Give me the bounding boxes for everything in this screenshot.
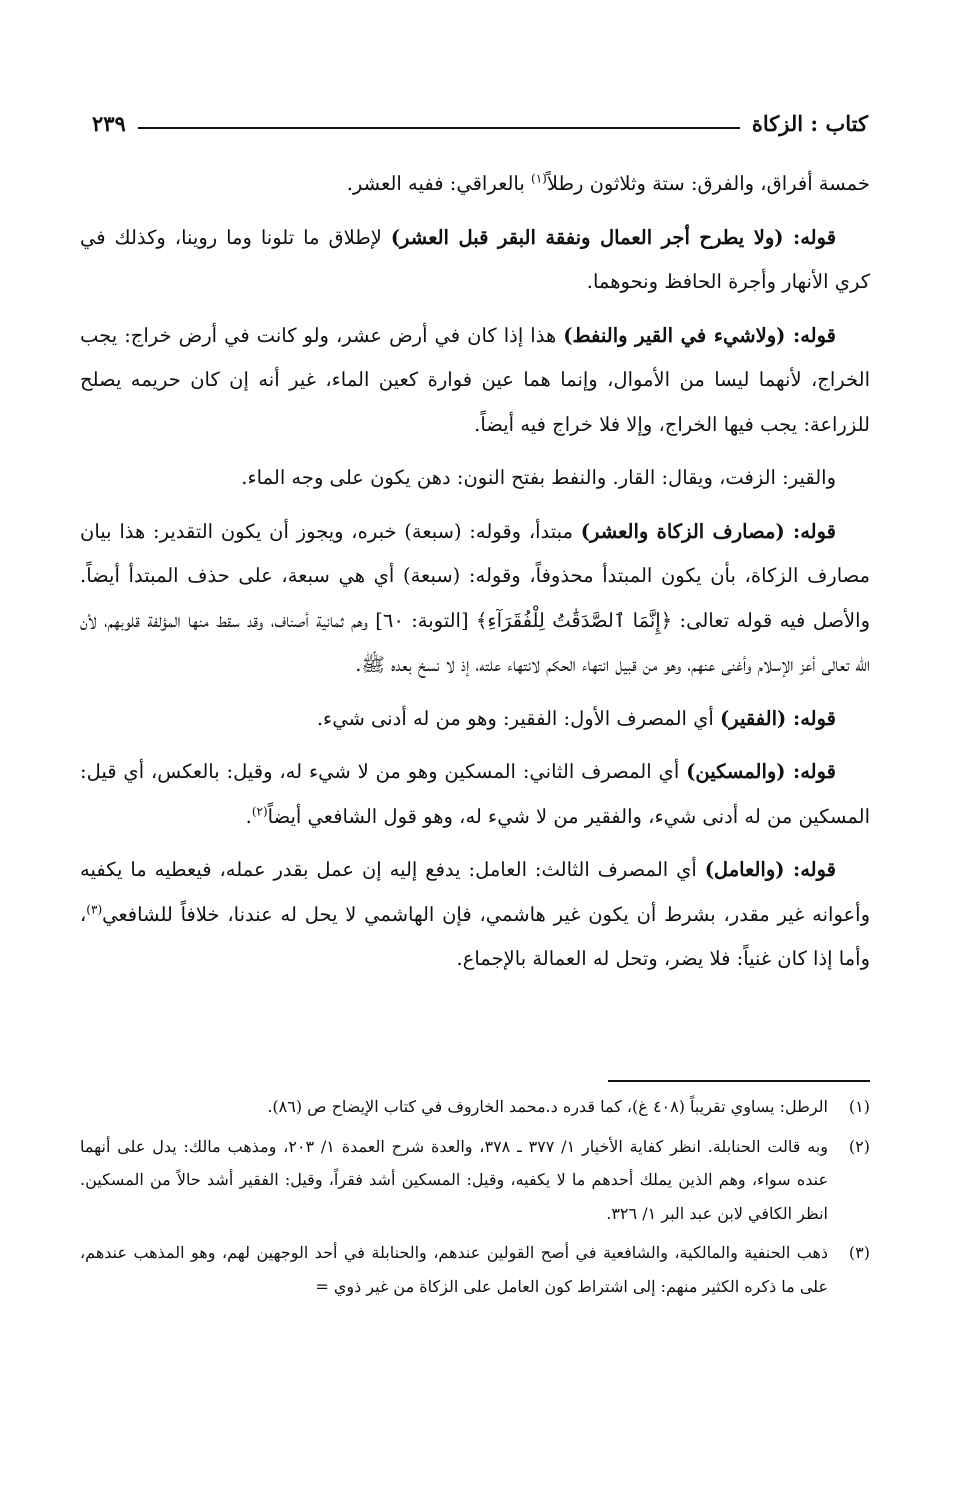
paragraph-text: مبتدأ، وقوله: (سبعة) خبره، ويجوز أن يكون التقدير: هذا بيان مصارف الزكاة، بأن يكون المبتدأ محذوفاً، وقوله: (سبعة) أي هي سبعة، على حذف المبتدأ أيضاً. والأصل فيه قوله تعالى: ﴿إِنَّمَا ٱلصَّدَقَٰتُ لِلْفُقَرَآءِ﴾ [التوبة: ٦٠] وهم ثمانية أصناف، وقد سقط منها المؤلفة قلوبهم، لأن الله تعالى أعز الإسلام وأغنى عنهم، وهو من قبيل انتهاء الحكم لانتهاء علته، إذ لا نسخ بعده ﷺ. <box>80 519 870 676</box>
footnote-1 <box>80 1090 870 1124</box>
paragraph-6 <box>80 697 870 742</box>
header-rule <box>138 127 740 129</box>
paragraph-8 <box>80 848 870 982</box>
main-text <box>80 162 870 991</box>
paragraph-tail: . <box>245 804 252 828</box>
footnote-number: (٣) <box>848 1243 870 1262</box>
paragraph-3 <box>80 314 870 448</box>
footnotes <box>80 1090 870 1309</box>
page-number: ٢٣٩ <box>92 111 126 136</box>
paragraph-lead: قوله: (والمسكين) <box>686 760 836 783</box>
running-header <box>92 98 868 138</box>
footnote-3 <box>80 1236 870 1303</box>
footnote-number: (١) <box>848 1097 870 1116</box>
footnote-2 <box>80 1130 870 1231</box>
footnote-text: وبه قالت الحنابلة. انظر كفاية الأخيار ١/ ٣٧٧ ـ ٣٧٨، والعدة شرح العمدة ١/ ٢٠٣، ومذهب مالك: يدل على أنهما عنده سواء، وهم الذين يملك أحدهم ما لا يكفيه، وقيل: المسكين أشد فقراً، وقيل: الفقير أشد حالاً من المسكين. انظر الكافي لابن عبد البر ١/ ٣٢٦. <box>80 1136 829 1223</box>
chapter-title: كتاب : الزكاة <box>751 111 868 136</box>
footnote-ref-3: (٣) <box>86 902 103 916</box>
footnote-ref-1: (١) <box>531 171 547 186</box>
footnote-text: الرطل: يساوي تقريباً (٤٠٨ غ)، كما قدره د.محمد الخاروف في كتاب الإيضاح ص (٨٦). <box>267 1097 828 1116</box>
paragraph-lead: قوله: (ولا يطرح أجر العمال ونفقة البقر قبل العشر) <box>390 225 837 249</box>
footnote-separator <box>608 1080 870 1082</box>
paragraph-lead: قوله: (والعامل) <box>704 858 836 881</box>
paragraph-7 <box>80 750 870 839</box>
paragraph-2 <box>80 216 870 305</box>
paragraph-1 <box>80 162 870 207</box>
paragraph-tail: ، وأما إذا كان غنياً: فلا يضر، وتحل له العمالة بالإجماع. <box>80 902 870 970</box>
paragraph-4 <box>80 456 870 501</box>
paragraph-text: أي المصرف الثالث: العامل: يدفع إليه إن عمل بقدر عمله، فيعطيه ما يكفيه وأعوانه غير مقدر، بشرط أن يكون غير هاشمي، فإن الهاشمي لا يحل له عندنا، خلافاً للشافعي <box>80 858 870 926</box>
paragraph-text: خمسة أفراق، والفرق: ستة وثلاثون رطلاً <box>546 172 870 195</box>
paragraph-lead: قوله: (ولاشيء في القير والنفط) <box>563 323 837 347</box>
footnote-ref-2: (٢) <box>251 804 268 818</box>
paragraph-tail: بالعراقي: ففيه العشر. <box>346 172 531 195</box>
footnote-text: ذهب الحنفية والمالكية، والشافعية في أصح القولين عندهم، والحنابلة في أحد الوجهين لهم، وهو المذهب عندهم، على ما ذكره الكثير منهم: إلى اشتراط كون العامل على الزكاة من غير ذوي = <box>80 1243 828 1296</box>
paragraph-text: هذا إذا كان في أرض عشر، ولو كانت في أرض خراج: يجب الخراج، لأنهما ليسا من الأموال، وإنما هما عين فوارة كعين الماء، غير أنه إن كان حريمه يصلح للزراعة: يجب فيها الخراج، وإلا فلا خراج فيه أيضاً. <box>80 323 870 436</box>
paragraph-lead: قوله: (الفقير) <box>720 706 836 730</box>
paragraph-lead: قوله: (مصارف الزكاة والعشر) <box>580 519 836 543</box>
paragraph-text: أي المصرف الأول: الفقير: وهو من له أدنى شيء. <box>316 706 721 730</box>
footnote-number: (٢) <box>848 1136 870 1156</box>
paragraph-5 <box>80 510 870 688</box>
paragraph-text: لإطلاق ما تلونا وما روينا، وكذلك في كري الأنهار وأجرة الحافظ ونحوهما. <box>80 225 870 293</box>
paragraph-text: والقير: الزفت، ويقال: القار. والنفط بفتح النون: دهن يكون على وجه الماء. <box>241 466 836 489</box>
paragraph-text: أي المصرف الثاني: المسكين وهو من لا شيء له، وقيل: بالعكس، أي قيل: المسكين من له أدنى شيء، والفقير من لا شيء له، وهو قول الشافعي أيضاً <box>80 760 870 828</box>
